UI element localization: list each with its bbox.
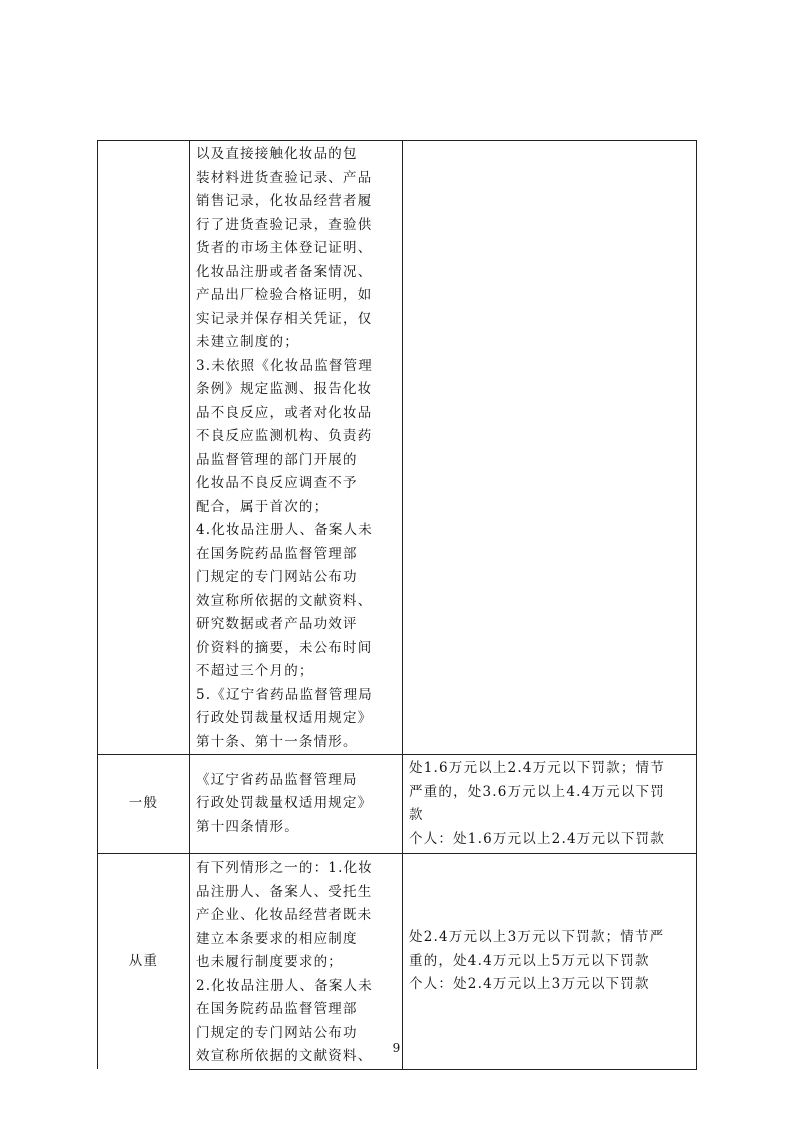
cell-line: 在国务院药品监督管理部 xyxy=(196,545,358,562)
penalty-cell xyxy=(403,854,697,1070)
cell-line: 处1.6万元以上2.4万元以下罚款；情节 xyxy=(409,760,665,776)
cell-line: 未建立制度的； xyxy=(196,334,299,350)
cell-line: 款 xyxy=(409,807,424,823)
cell-line: 销售记录，化妆品经营者履 xyxy=(196,193,373,209)
penalty-cell xyxy=(403,141,697,755)
cell-line: 效宣称所依据的文献资料、 xyxy=(196,1048,373,1064)
cell-line: 不良反应监测机构、负责药 xyxy=(196,428,373,444)
level-cell: 从重 xyxy=(98,854,190,1070)
cell-line: 品监督管理的部门开展的 xyxy=(196,451,358,468)
cell-line: 品注册人、备案人、受托生 xyxy=(196,883,373,900)
cell-line: 处2.4万元以上3万元以下罚款；情节严 xyxy=(409,929,665,945)
cell-line: 在国务院药品监督管理部 xyxy=(196,1001,358,1017)
cell-line: 行政处罚裁量权适用规定》 xyxy=(196,710,373,726)
cell-line: 《辽宁省药品监督管理局 xyxy=(196,771,358,788)
table-row xyxy=(98,755,697,854)
conditions-cell xyxy=(190,854,403,1070)
cell-line: 3.未依照《化妆品监督管理 xyxy=(196,357,373,374)
cell-line: 货者的市场主体登记证明、 xyxy=(196,240,373,256)
cell-line: 严重的，处3.6万元以上4.4万元以下罚 xyxy=(409,783,665,800)
cell-line: 个人：处2.4万元以上3万元以下罚款 xyxy=(409,976,650,992)
cell-line: 也未履行制度要求的； xyxy=(196,954,343,970)
cell-line: 实记录并保存相关凭证，仅 xyxy=(196,310,373,327)
cell-line: 条例》规定监测、报告化妆 xyxy=(196,381,373,397)
page-number: 9 xyxy=(392,1041,401,1055)
cell-line: 以及直接接触化妆品的包 xyxy=(196,146,358,162)
level-cell xyxy=(98,141,190,755)
cell-line: 产企业、化妆品经营者既未 xyxy=(196,907,373,923)
cell-line: 化妆品不良反应调查不予 xyxy=(196,475,358,491)
cell-line: 行政处罚裁量权适用规定》 xyxy=(196,795,373,812)
cell-line: 产品出厂检验合格证明，如 xyxy=(196,287,373,303)
cell-line: 品不良反应，或者对化妆品 xyxy=(196,404,373,421)
cell-line: 行了进货查验记录，查验供 xyxy=(196,216,373,233)
cell-line: 门规定的专门网站公布功 xyxy=(196,569,358,585)
cell-line: 重的，处4.4万元以上5万元以下罚款 xyxy=(409,952,650,969)
level-cell: 一般 xyxy=(98,755,190,854)
cell-line: 研究数据或者产品功效评 xyxy=(196,616,358,632)
cell-line: 门规定的专门网站公布功 xyxy=(196,1024,358,1041)
table-row xyxy=(98,141,697,755)
cell-line: 有下列情形之一的：1.化妆 xyxy=(196,860,373,876)
cell-line: 效宣称所依据的文献资料、 xyxy=(196,592,373,609)
cell-line: 2.化妆品注册人、备案人未 xyxy=(196,977,373,994)
cell-line: 5.《辽宁省药品监督管理局 xyxy=(196,686,373,703)
cell-line: 第十四条情形。 xyxy=(196,818,299,835)
cell-line: 价资料的摘要，未公布时间 xyxy=(196,639,373,656)
conditions-cell xyxy=(190,755,403,854)
cell-line: 化妆品注册或者备案情况、 xyxy=(196,263,373,280)
cell-line: 不超过三个月的； xyxy=(196,663,314,679)
conditions-cell xyxy=(190,141,403,755)
table-row xyxy=(98,854,697,1070)
cell-line: 第十条、第十一条情形。 xyxy=(196,733,358,750)
cell-line: 建立本条要求的相应制度 xyxy=(196,930,358,947)
penalty-cell xyxy=(403,755,697,854)
cell-line: 4.化妆品注册人、备案人未 xyxy=(196,522,373,538)
penalty-discretion-table xyxy=(97,140,697,1070)
cell-line: 装材料进货查验记录、产品 xyxy=(196,169,373,186)
cell-line: 配合，属于首次的； xyxy=(196,498,329,515)
cell-line: 个人：处1.6万元以上2.4万元以下罚款 xyxy=(409,830,665,847)
